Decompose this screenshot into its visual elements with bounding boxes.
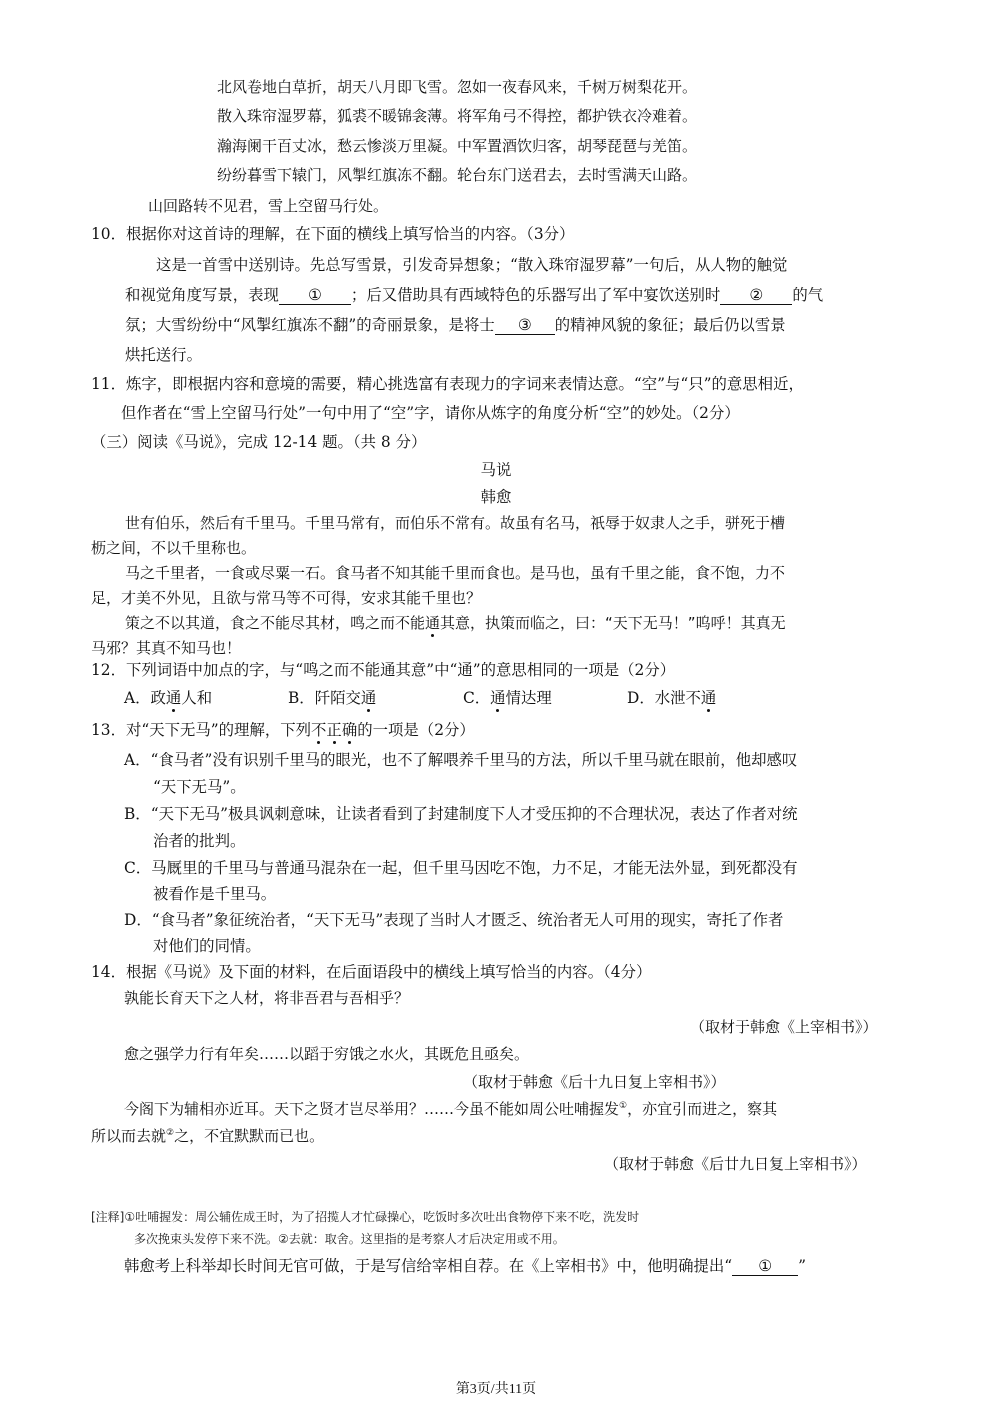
q14-material-3-source: （取材于韩愈《后廿九日复上宰相书》） bbox=[604, 1155, 867, 1173]
q13-option-d-line-1[interactable]: D．“食马者”象征统治者，“天下无马”表现了当时人才匮乏、统治者无人可用的现实，寄托了作者 bbox=[124, 911, 784, 929]
footnote-marker: ② bbox=[166, 1128, 175, 1138]
answer-blank-q14-1[interactable]: ① bbox=[732, 1257, 798, 1276]
passage-para-3a bbox=[125, 613, 786, 633]
q14-material-2: 愈之强学力行有年矣……以蹈于穷饿之水火，其既危且亟矣。 bbox=[124, 1045, 530, 1063]
q13-option-c-line-2: 被看作是千里马。 bbox=[153, 885, 277, 903]
q10-para-line-4: 烘托送行。 bbox=[125, 346, 202, 364]
dotted-char: 不 bbox=[311, 721, 327, 739]
q14-material-3-line-1 bbox=[124, 1099, 777, 1119]
q10-text: 和视觉角度写景，表现 bbox=[125, 286, 279, 304]
answer-blank-2[interactable]: ② bbox=[720, 286, 792, 305]
fill-text: 韩愈考上科举却长时间无官可做，于是写信给宰相自荐。在《上宰相书》中，他明确提出“ bbox=[124, 1257, 733, 1275]
page-number: 第3页/共11页 bbox=[455, 1382, 537, 1397]
answer-blank-1[interactable]: ① bbox=[279, 286, 351, 305]
dotted-char: 通 bbox=[165, 689, 182, 707]
q13-option-b-line-2: 治者的批判。 bbox=[153, 832, 246, 850]
poem-line-1: 北风卷地白草折，胡天八月即飞雪。忽如一夜春风来，千树万树梨花开。 bbox=[217, 78, 698, 96]
option-text: D．水泄不 bbox=[627, 689, 701, 707]
q13-option-b-line-1[interactable]: B．“天下无马”极具讽刺意味，让读者看到了封建制度下人才受压抑的不合理状况，表达了作者对统 bbox=[124, 805, 798, 823]
dotted-char: 正 bbox=[326, 721, 342, 739]
dotted-char: 通 bbox=[360, 689, 377, 707]
q12-option-d[interactable] bbox=[627, 688, 716, 708]
option-text: 人和 bbox=[181, 689, 213, 707]
q13-option-a-line-2: “天下无马”。 bbox=[153, 778, 246, 796]
passage-text: 策之不以其道，食之不能尽其材，鸣之而不能 bbox=[125, 614, 426, 632]
q11-line-2: 但作者在“雪上空留马行处”一句中用了“空”字，请你从炼字的角度分析“空”的妙处。（2分） bbox=[121, 404, 740, 422]
material-text: 之，不宜默默而已也。 bbox=[174, 1127, 325, 1145]
q10-para-line-1: 这是一首雪中送别诗。先总写雪景，引发奇异想象；“散入珠帘湿罗幕”一句后，从人物的触觉 bbox=[156, 256, 788, 274]
poem-line-2: 散入珠帘湿罗幕，狐裘不暖锦衾薄。将军角弓不得控，都护铁衣冷难着。 bbox=[217, 107, 698, 125]
q10-stem: 10．根据你对这首诗的理解，在下面的横线上填写恰当的内容。（3分） bbox=[91, 225, 575, 243]
q13-option-c-line-1[interactable]: C．马厩里的千里马与普通马混杂在一起，但千里马因吃不饱，力不足，才能无法外显，到死都没有 bbox=[124, 859, 798, 877]
footnote-line-1: [注释]①吐哺握发：周公辅佐成王时，为了招揽人才忙碌操心，吃饭时多次吐出食物停下来不吃，洗发时 bbox=[91, 1210, 640, 1224]
passage-para-2b: 足，才美不外见，且欲与常马等不可得，安求其能千里也？ bbox=[91, 589, 482, 607]
option-text: C． bbox=[463, 689, 491, 707]
q13-option-d-line-2: 对他们的同情。 bbox=[153, 937, 261, 955]
stem-text: 的一项是（2分） bbox=[357, 721, 475, 739]
q14-fill-paragraph bbox=[124, 1256, 806, 1276]
passage-para-3b: 马邪？其真不知马也！ bbox=[91, 639, 242, 657]
q10-para-line-2 bbox=[125, 285, 823, 305]
q10-text: 氛；大雪纷纷中“风掣红旗冻不翻”的奇丽景象，是将士 bbox=[125, 316, 495, 334]
answer-blank-3[interactable]: ③ bbox=[495, 316, 555, 335]
q10-para-line-3 bbox=[125, 315, 786, 335]
poem-line-3: 瀚海阑干百丈冰，愁云惨淡万里凝。中军置酒饮归客，胡琴琵琶与羌笛。 bbox=[217, 137, 698, 155]
section-heading: （三）阅读《马说》，完成 12-14 题。（共 8 分） bbox=[91, 433, 427, 451]
q14-material-1: 孰能长育天下之人材，将非吾君与吾相乎？ bbox=[124, 989, 410, 1007]
q11-line-1: 11．炼字，即根据内容和意境的需要，精心挑选富有表现力的字词来表情达意。“空”与“只”的意思相近， bbox=[91, 375, 804, 393]
dotted-char: 通 bbox=[700, 689, 717, 707]
footnote-marker: ① bbox=[619, 1101, 628, 1111]
passage-para-1b: 枥之间，不以千里称也。 bbox=[91, 539, 257, 557]
option-text: B．阡陌交 bbox=[288, 689, 361, 707]
q14-material-3-line-2 bbox=[91, 1126, 324, 1146]
q14-stem: 14．根据《马说》及下面的材料，在后面语段中的横线上填写恰当的内容。（4分） bbox=[91, 963, 652, 981]
material-text: ，亦宜引而进之，察其 bbox=[627, 1100, 778, 1118]
dotted-char: 确 bbox=[341, 721, 358, 739]
q10-text: 的气 bbox=[792, 286, 824, 304]
dotted-char: 通 bbox=[425, 614, 441, 632]
passage-author: 韩愈 bbox=[480, 488, 512, 506]
passage-para-2a: 马之千里者，一食或尽粟一石。食马者不知其能千里而食也。是马也，虽有千里之能，食不饱，力不 bbox=[125, 564, 786, 582]
q13-option-a-line-1[interactable]: A．“食马者”没有识别千里马的眼光，也不了解喂养千里马的方法，所以千里马就在眼前，他却感叹 bbox=[124, 751, 798, 769]
q12-option-a[interactable] bbox=[124, 688, 212, 708]
poem-line-5: 山回路转不见君，雪上空留马行处。 bbox=[148, 197, 389, 215]
q13-stem bbox=[91, 720, 475, 740]
q12-option-b[interactable] bbox=[288, 688, 376, 708]
passage-title: 马说 bbox=[480, 461, 512, 479]
q12-stem: 12．下列词语中加点的字，与“鸣之而不能通其意”中“通”的意思相同的一项是（2分） bbox=[91, 661, 676, 679]
passage-text: 其意，执策而临之，曰：“天下无马！”呜呼！其真无 bbox=[440, 614, 786, 632]
option-text: A．政 bbox=[124, 689, 166, 707]
q10-text: ；后又借助具有西域特色的乐器写出了军中宴饮送别时 bbox=[350, 286, 721, 304]
q10-text: 的精神风貌的象征；最后仍以雪景 bbox=[554, 316, 786, 334]
dotted-char: 通 bbox=[490, 689, 506, 707]
material-text: 今阁下为辅相亦近耳。天下之贤才岂尽举用？……今虽不能如周公吐哺握发 bbox=[124, 1100, 620, 1118]
q14-material-2-source: （取材于韩愈《后十九日复上宰相书》） bbox=[463, 1073, 726, 1091]
stem-text: 13．对“天下无马”的理解，下列 bbox=[91, 721, 312, 739]
passage-para-1a: 世有伯乐，然后有千里马。千里马常有，而伯乐不常有。故虽有名马，祇辱于奴隶人之手，骈死于槽 bbox=[125, 514, 786, 532]
footnote-line-2: 多次挽束头发停下来不洗。②去就：取舍。这里指的是考察人才后决定用或不用。 bbox=[134, 1232, 565, 1246]
option-text: 情达理 bbox=[505, 689, 552, 707]
poem-line-4: 纷纷暮雪下辕门，风掣红旗冻不翻。轮台东门送君去，去时雪满天山路。 bbox=[217, 166, 698, 184]
material-text: 所以而去就 bbox=[91, 1127, 167, 1145]
fill-text: ” bbox=[798, 1257, 806, 1275]
q14-material-1-source: （取材于韩愈《上宰相书》） bbox=[690, 1018, 878, 1036]
q12-option-c[interactable] bbox=[463, 688, 552, 708]
